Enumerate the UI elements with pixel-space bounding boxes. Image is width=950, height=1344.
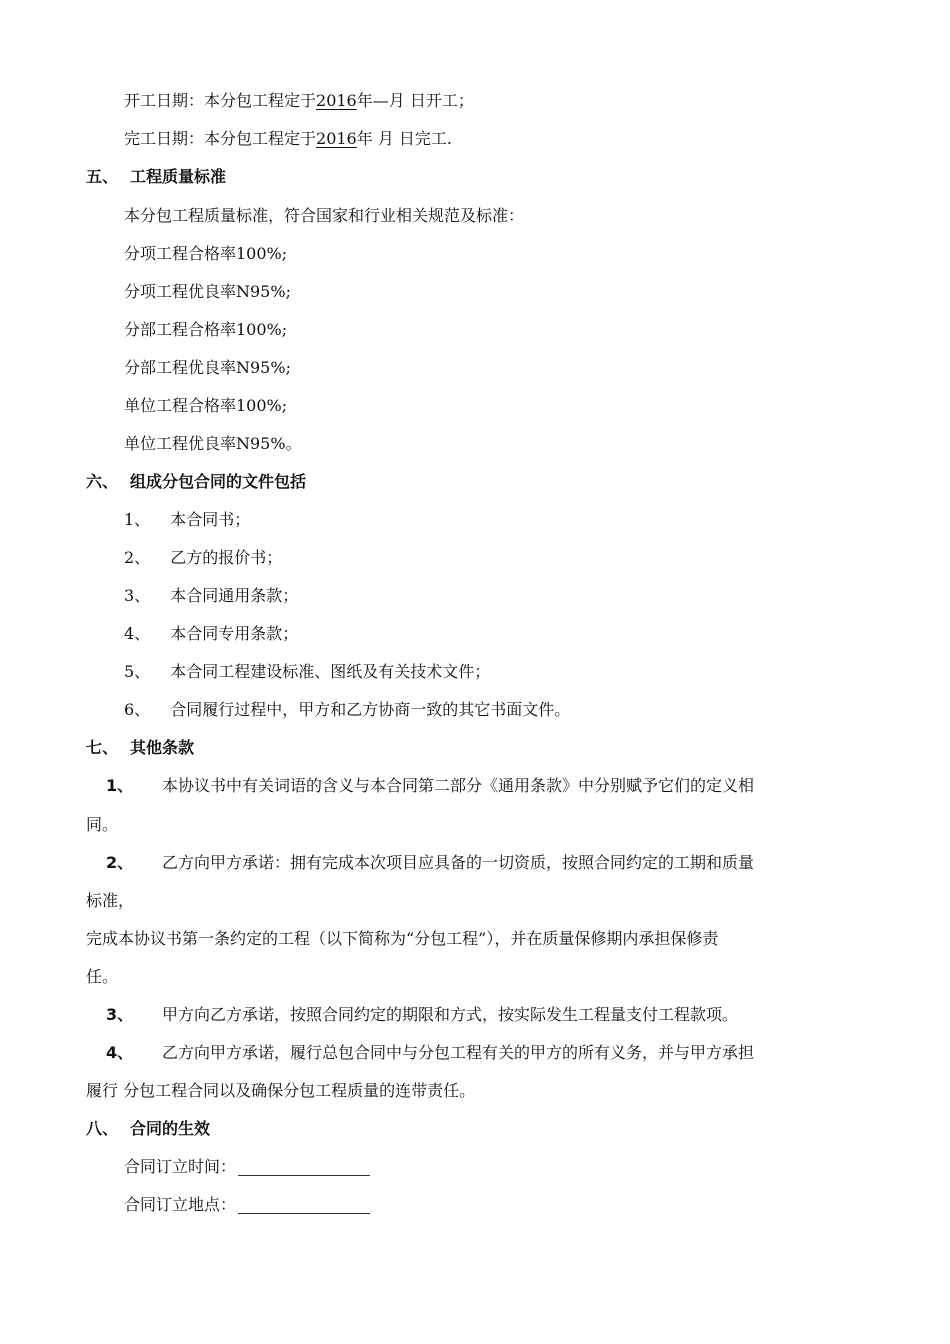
signing-place-field: 合同订立地点： [124,1194,370,1216]
document-list-item: 5、 本合同工程建设标准、图纸及有关技术文件； [124,662,491,681]
end-date-suffix: 年 月 日完工. [356,129,452,148]
quality-item: 分部工程合格率100%; [124,320,288,339]
clause-text: 甲方向乙方承诺，按照合同约定的期限和方式，按实际发生工程量支付工程款项。 [162,1005,739,1024]
end-date-prefix: 完工日期：本分包工程定于 [124,129,317,148]
section-5-intro: 本分包工程质量标准，符合国家和行业相关规范及标准： [124,206,525,225]
quality-item: 单位工程优良率N95%。 [124,434,302,453]
signing-time-field: 合同订立时间： [124,1156,370,1178]
end-date-line [124,128,452,150]
clause-text: 完成本协议书第一条约定的工程（以下简称为“分包工程”），并在质量保修期内承担保修责 [86,929,719,948]
section-6-heading: 六、 组成分包合同的文件包括 [86,472,307,491]
signing-place-blank [238,1197,370,1214]
quality-item: 分项工程优良率N95%; [124,282,291,301]
document-list-item: 2、 乙方的报价书； [124,548,283,567]
section-5-heading: 五、 工程质量标准 [86,167,227,186]
document-list-item: 4、 本合同专用条款； [124,624,299,643]
end-date-year: 2016 [316,129,357,148]
start-date-prefix: 开工日期：本分包工程定于 [124,91,317,110]
clause-text: 乙方向甲方承诺，履行总包合同中与分包工程有关的甲方的所有义务，并与甲方承担 [162,1043,755,1062]
start-date-line [124,90,474,112]
document-list-item: 6、 合同履行过程中，甲方和乙方协商一致的其它书面文件。 [124,700,571,719]
document-list-item: 3、 本合同通用条款； [124,586,299,605]
quality-item: 分部工程优良率N95%; [124,358,291,377]
clause-text: 标准， [86,891,135,910]
section-8-heading: 八、 合同的生效 [86,1119,211,1138]
document-list-item: 1、 本合同书； [124,510,251,529]
clause-text: 本协议书中有关词语的含义与本合同第二部分《通用条款》中分别赋予它们的定义相 [162,776,755,795]
clause-number: 4、 [106,1043,134,1062]
clause-text: 履行 分包工程合同以及确保分包工程质量的连带责任。 [86,1081,476,1100]
quality-item: 单位工程合格率100%; [124,396,288,415]
start-date-suffix: 年—月 日开工； [356,91,474,110]
clause-text: 任。 [86,967,119,986]
signing-time-blank [238,1159,370,1176]
quality-item: 分项工程合格率100%; [124,244,288,263]
section-7-heading: 七、 其他条款 [86,738,195,757]
clause-number: 1、 [106,776,134,795]
clause-number: 2、 [106,853,134,872]
clause-number: 3、 [106,1005,134,1024]
start-date-year: 2016 [316,91,357,110]
clause-text: 同。 [86,815,119,834]
clause-text: 乙方向甲方承诺：拥有完成本次项目应具备的一切资质，按照合同约定的工期和质量 [162,853,755,872]
